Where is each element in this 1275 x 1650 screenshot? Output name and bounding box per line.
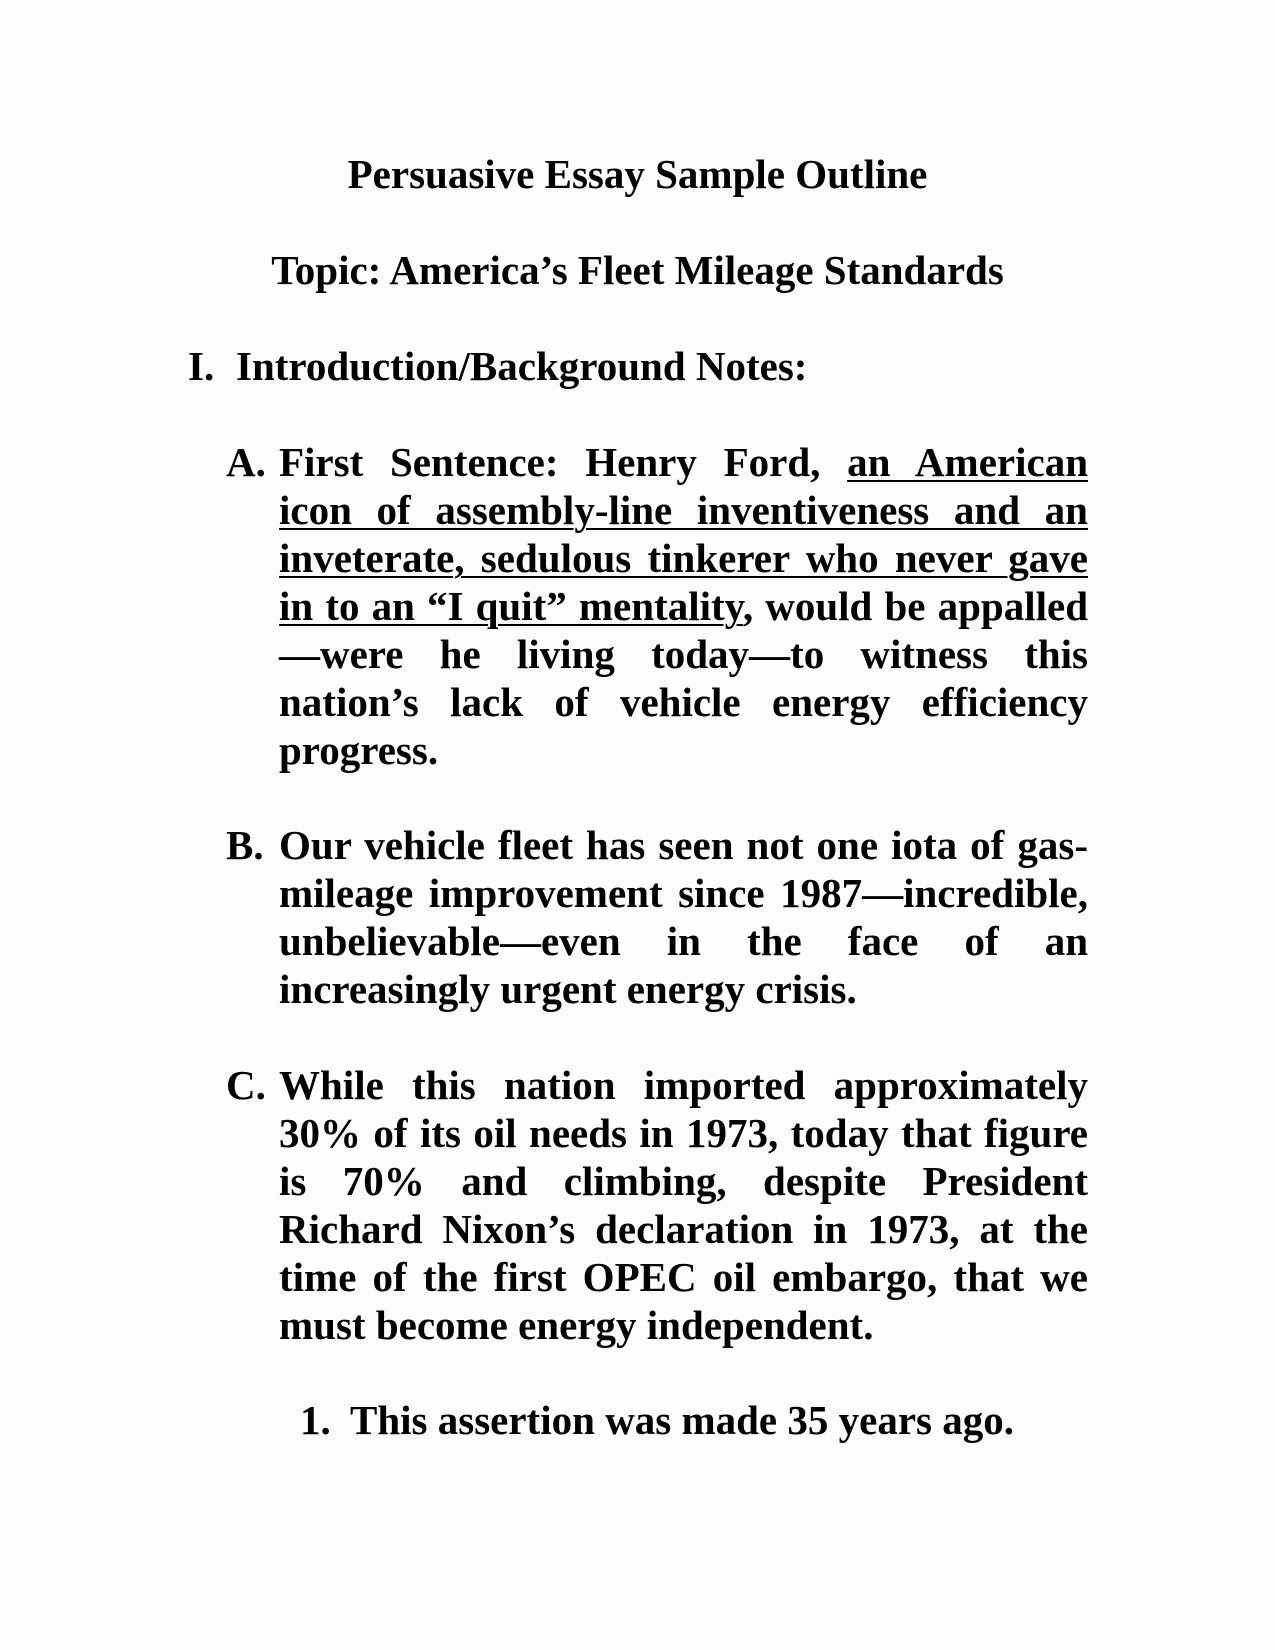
item-marker: C. [226,1062,266,1108]
section-heading [188,342,807,390]
outline-item-c [226,1061,1088,1349]
item-text: While this nation imported approximately 30% of its oil needs in 1973, today that figure is 70% and climbing, despite President Richard Nixon’s declaration in 1973, at the time of the first OPEC oil embargo, that we must become energy independent. [279,1062,1088,1348]
section-heading-text: Introduction/Background Notes: [236,343,808,389]
topic-line: Topic: America’s Fleet Mileage Standards [271,247,1004,293]
outline-item-b [226,821,1088,1013]
item-text [279,438,1088,774]
outline-item-a [226,438,1088,774]
subitem-text: This assertion was made 35 years ago. [350,1397,1014,1443]
subitem-marker: 1. [300,1397,331,1443]
item-text: Our vehicle fleet has seen not one iota of gas-mileage improvement since 1987—incredible, unbelievable—even in the face of an increasingly urgent energy crisis. [279,822,1088,1012]
outline-subitem-1 [300,1396,1014,1444]
item-a-underlined-phrase: an American icon of assembly-line inventiveness and an inveterate, sedulous tinkerer who never gave in to an “I quit” mentality [279,439,1088,629]
item-marker: A. [226,439,266,485]
item-a-rest: , would be appalled—were he living today—to witness this nation’s lack of vehicle energy efficiency progress. [279,583,1088,773]
section-numeral: I. [188,343,215,389]
item-a-lead: First Sentence: Henry Ford, [279,439,848,485]
item-marker: B. [226,822,264,868]
page-title: Persuasive Essay Sample Outline [347,151,928,197]
